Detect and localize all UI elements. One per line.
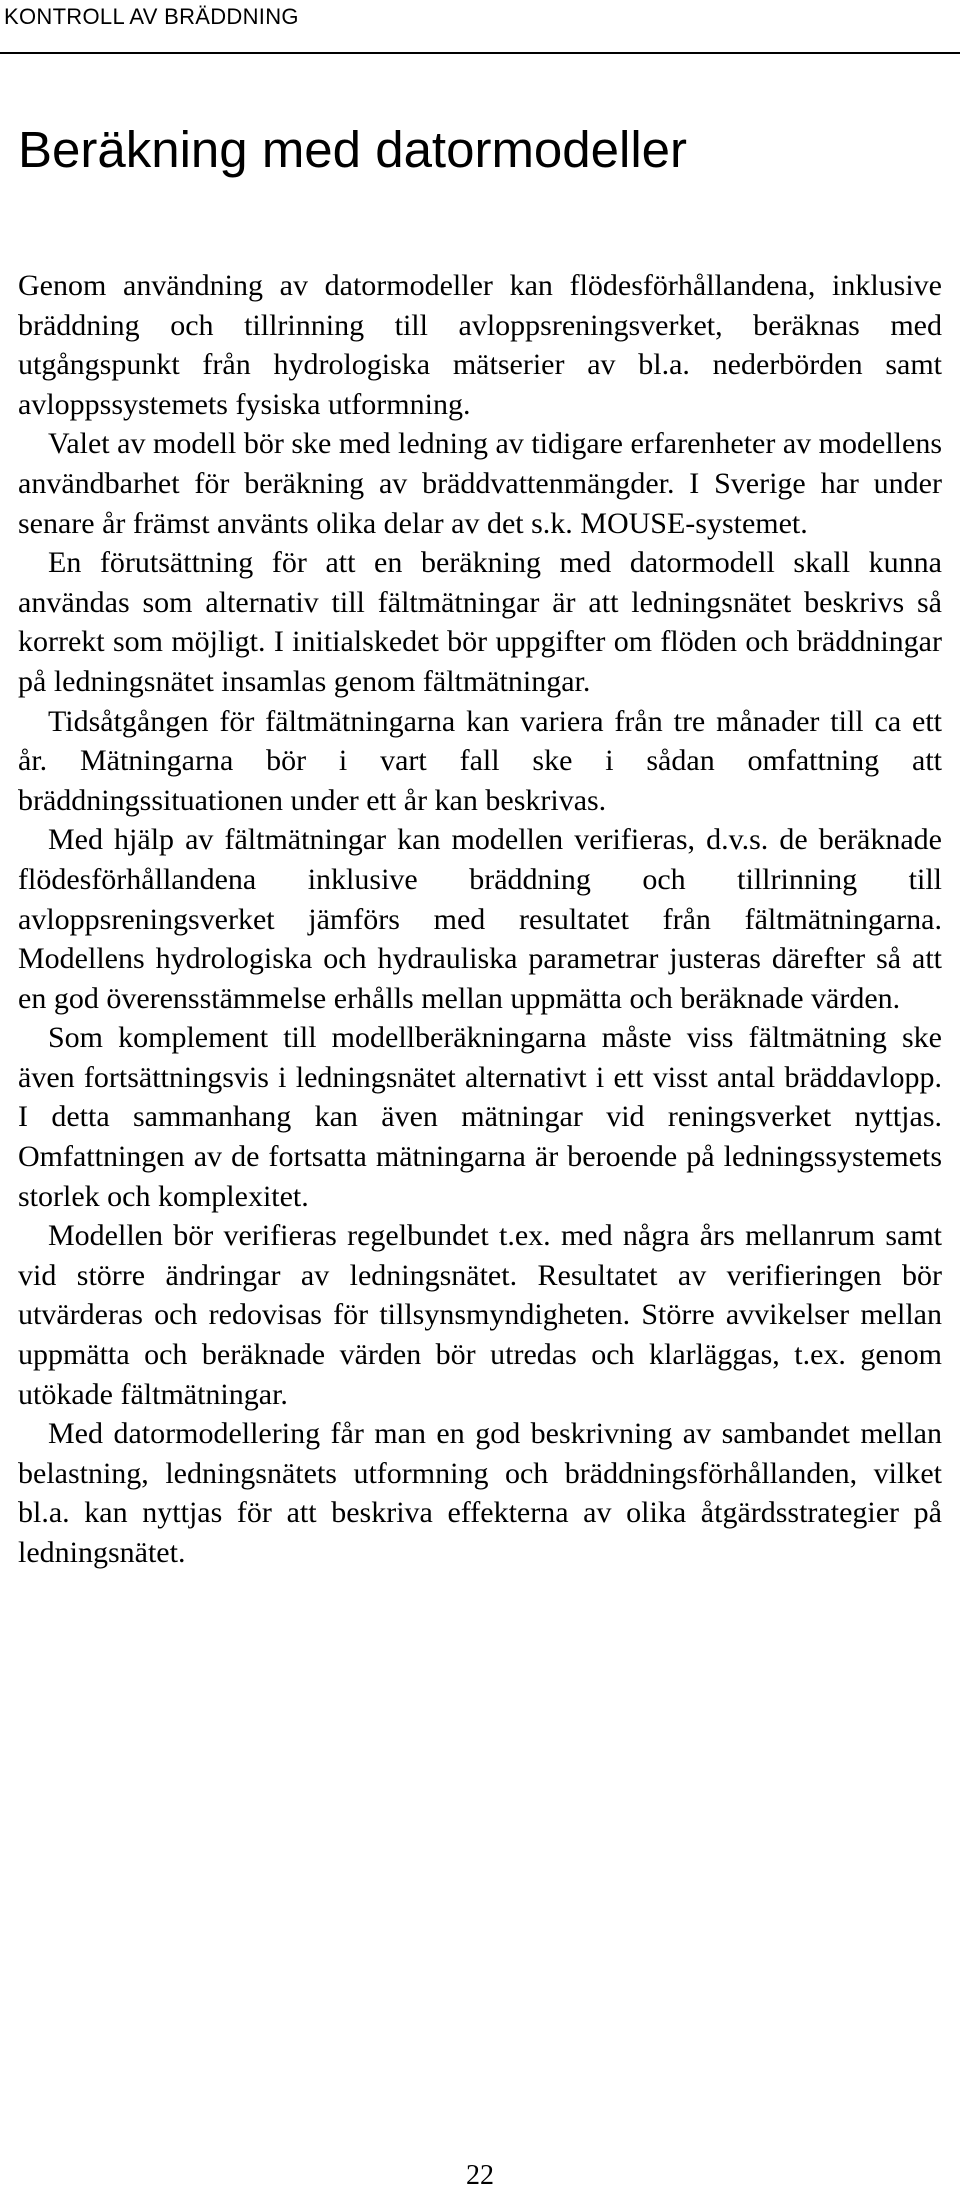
running-header-title: KONTROLL AV BRÄDDNING <box>4 4 299 29</box>
page-title: Beräkning med datormodeller <box>18 121 688 178</box>
paragraph-datormodeller-intro: Genom användning av datormodeller kan flödesförhållandena, inklusive bräddning och tillrinning till avloppsreningsverket, beräknas med utgångspunkt från hydrologiska mätserier av bl.a. nederbörden samt avloppssystemets fysiska utformning. <box>18 269 942 421</box>
paragraph-komplement: Som komplement till modellberäkningarna måste viss fältmätning ske även fortsättningsvis i ledningsnätet alternativt i ett visst antal bräddavlopp. I detta sammanhang kan även mätningar vid reningsverket nyttjas. Omfattningen av de fortsatta mätningarna är beroende på ledningssystemets storlek och komplexitet. <box>18 1021 942 1213</box>
paragraph-regelbunden-verifiering: Modellen bör verifieras regelbundet t.ex. med några års mellanrum samt vid större ändringar av ledningsnätet. Resultatet av verifieringen bör utvärderas och redovisas för tillsynsmyndigheten. Större avvikelser mellan uppmätta och beräknade värden bör utredas och klarläggas, t.ex. genom utökade fältmätningar. <box>18 1219 942 1411</box>
paragraph-forutsattning: En förutsättning för att en beräkning med datormodell skall kunna användas som alternativ till fältmätningar är att ledningsnätet beskrivs så korrekt som möjligt. I initialskedet bör uppgifter om flöden och bräddningar på ledningsnätet insamlas genom fältmätningar. <box>18 546 942 698</box>
page-number: 22 <box>466 2160 494 2191</box>
paragraph-modellval: Valet av modell bör ske med ledning av tidigare erfarenheter av modellens användbarhet för beräkning av bräddvattenmängder. I Sverige har under senare år främst använts olika delar av det s.k. MOUSE-systemet. <box>18 427 942 540</box>
paragraph-verifiering: Med hjälp av fältmätningar kan modellen verifieras, d.v.s. de beräknade flödesförhållandena inklusive bräddning och tillrinning till avloppsreningsverket jämförs med resultatet från fältmätningarna. Modellens hydrologiska och hydrauliska parametrar justeras därefter så att en god överensstämmelse erhålls mellan uppmätta och beräknade värden. <box>18 823 942 1015</box>
paragraph-datormodellering: Med datormodellering får man en god beskrivning av sambandet mellan belastning, ledningsnätets utformning och bräddningsförhållanden, vilket bl.a. kan nyttjas för att beskriva effekterna av olika åtgärdsstrategier på ledningsnätet. <box>18 1417 942 1569</box>
paragraph-tidsatgang: Tidsåtgången för fältmätningarna kan variera från tre månader till ca ett år. Mätningarna bör i vart fall ske i sådan omfattning att bräddningssituationen under ett år kan beskrivas. <box>18 704 942 817</box>
running-header <box>0 0 960 54</box>
body-text <box>18 266 942 1573</box>
